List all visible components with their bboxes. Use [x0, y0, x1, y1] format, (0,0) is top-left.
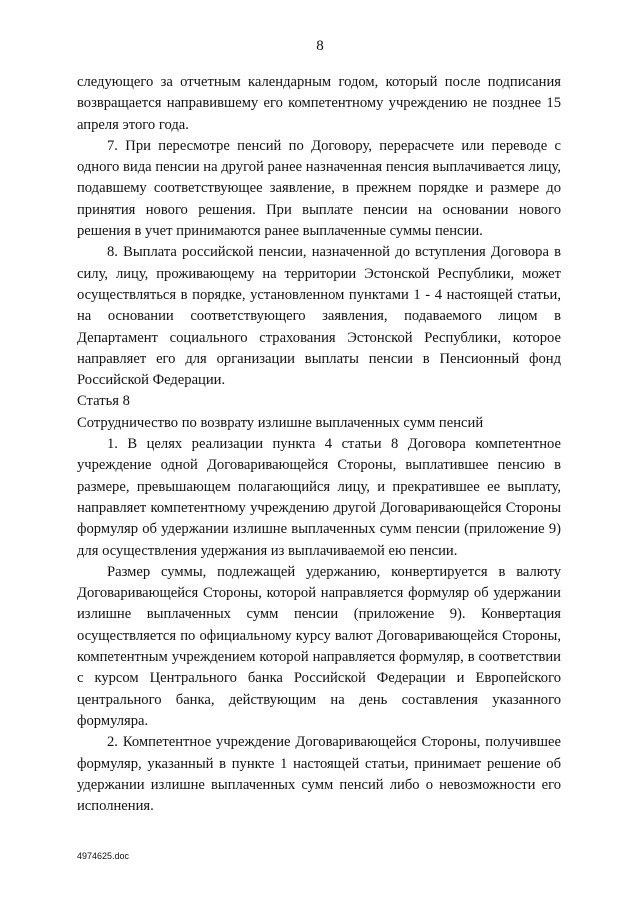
paragraph-7: 7. При пересмотре пенсий по Договору, перерасчете или переводе с одного вида пенсии на другой ранее назначенная пенсия выплачивается лицу, подавшему соответствующее заявление, в прежнем порядке и размере до принятия нового решения. При выплате пенсии на основании нового решения в учет принимаются ранее выплаченные суммы пенсии. [77, 137, 561, 240]
paragraph-8: 8. Выплата российской пенсии, назначенной до вступления Договора в силу, лицу, проживающему на территории Эстонской Республики, может осуществляться в порядке, установленном пунктами 1 - 4 настоящей статьи, на основании соответствующего заявления, подаваемого лицом в Департамент социального страхования Эстонской Республики, которое направляет его для организации выплаты пенсии в Пенсионный фонд Российской Федерации. [77, 244, 561, 389]
paragraph-continuation: следующего за отчетным календарным годом, который после подписания возвращается направившему его компетентному учреждению не позднее 15 апреля этого года. [77, 74, 561, 133]
article-paragraph-1b: Размер суммы, подлежащей удержанию, конвертируется в валюту Договаривающейся Стороны, которой направляется формуляр об удержании излишне выплаченных сумм пенсии (приложение 9). Конвертация осуществляется по официальному курсу валют Договаривающейся Стороны, компетентным учреждением которой направляется формуляр, в соответствии с курсом Центрального банка Российской Федерации и Европейского центрального банка, действующим на день составления указанного формуляра. [77, 563, 561, 729]
article-paragraph-1: 1. В целях реализации пункта 4 статьи 8 Договора компетентное учреждение одной Договаривающейся Стороны, выплатившее пенсию в размере, превышающем полагающийся лицу, и прекратившее ее выплату, направляет компетентному учреждению другой Договаривающейся Стороны формуляр об удержании излишне выплаченных сумм пенсии (приложение 9) для осуществления удержания из выплачиваемой ею пенсии. [77, 436, 561, 559]
article-paragraph-2: 2. Компетентное учреждение Договаривающейся Стороны, получившее формуляр, указанный в пункте 1 настоящей статьи, принимает решение об удержании излишне выплаченных сумм пенсий либо о невозможности его исполнения. [77, 734, 561, 815]
footer-filename: 4974625.doc [77, 851, 130, 861]
article-heading: Статья 8 [77, 393, 130, 410]
page-number: 8 [316, 38, 324, 54]
document-body [77, 72, 561, 817]
article-title: Сотрудничество по возврату излишне выплаченных сумм пенсий [77, 414, 484, 431]
